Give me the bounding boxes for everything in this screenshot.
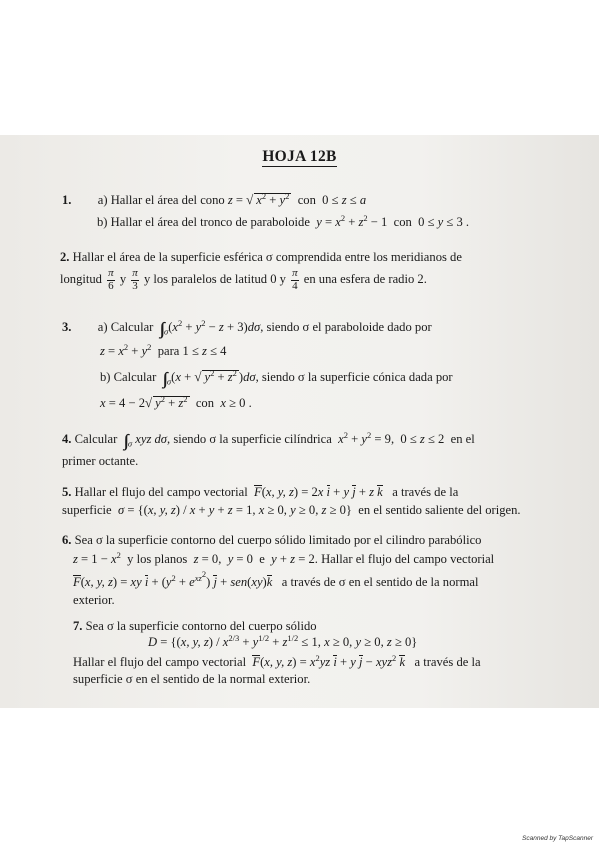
problem-4-line-1: 4. Calcular ∫∫ $_\sigma$ xyz dσ, siendo σ la superficie cilíndrica $x^2 + y^2 = 9$, 0 ≤ z ≤ 2 en el (62, 429, 475, 450)
problem-6-line-4: exterior. (73, 593, 115, 607)
problem-7-line-2: D = {(x, y, $z) / x^{2/3} + y^{1/2} + z^{1/2} \le 1$, x ≥ 0, y ≥ 0, z ≥ 0} (148, 632, 418, 649)
problem-7-line-4: superficie σ en el sentido de la normal exterior. (73, 672, 311, 686)
problem-6-line-3: F(x, y, z) = xy $i + (y^2 + e^{xz^2}) j + sen(xy)k$ a través de σ en el sentido de la normal (73, 569, 479, 590)
problem-7-line-1: 7. Sea σ la superficie contorno del cuerpo sólido (73, 619, 317, 633)
problem-2-line-1: 2. Hallar el área de la superficie esférica σ comprendida entre los meridianos de (60, 250, 462, 264)
scanned-page (0, 135, 599, 708)
problem-3-line-b: b) Calcular ∫∫ $_\sigma$(x + √ $y^2 + z^2$ )dσ, siendo σ la superficie cónica dada por (100, 367, 453, 388)
page-title: HOJA 12B (262, 148, 337, 165)
scanner-credit: Scanned by TapScanner (522, 835, 593, 842)
problem-3-line-a2: $z = x^2 + y^2$ para 1 ≤ z ≤ 4 (100, 341, 227, 358)
problem-3-line-b2: x = 4 − 2√ $y^2 + z^2$ con x ≥ 0 . (100, 393, 252, 410)
problem-5-line-1: 5. Hallar el flujo del campo vectorial F(x, y, z) = 2x i + y j + z k a través de la (62, 485, 459, 499)
problem-3-line-a: 3. a) Calcular ∫∫ $_\sigma(x^2 + y^2 - z + 3)d\sigma$, siendo σ el paraboloide dado por (62, 317, 432, 338)
problem-5-line-2: superficie σ = {(x, y, z) / x + y + z = 1, x ≥ 0, y ≥ 0, z ≥ 0} en el sentido saliente del origen. (62, 503, 521, 517)
problem-2-line-2: longitud $\frac{\pi}{6}$ y $\frac{\pi}{3}$ y los paralelos de latitud 0 y $\frac{\pi}{4}$ en una esfera de radio 2. (60, 267, 427, 292)
problem-6-line-2: $z = 1 - x^2$ y los planos z = 0, y = 0 e y + z = 2. Hallar el flujo del campo vectorial (73, 549, 495, 566)
problem-7-line-3: Hallar el flujo del campo vectorial F(x, y, $z) = x^2yz$ i + y j − xyz$^2$ k a través de la (73, 652, 481, 669)
problem-1-line-b: b) Hallar el área del tronco de paraboloide $y = x^2 + z^2 - 1$ con 0 ≤ y ≤ 3 . (97, 212, 470, 229)
problem-4-line-2: primer octante. (62, 454, 139, 468)
problem-1-line-a: 1. a) Hallar el área del cono z = √ $x^2 + y^2$ con 0 ≤ z ≤ a (62, 190, 367, 207)
problem-6-line-1: 6. Sea σ la superficie contorno del cuerpo sólido limitado por el cilindro parabólico (62, 533, 482, 547)
